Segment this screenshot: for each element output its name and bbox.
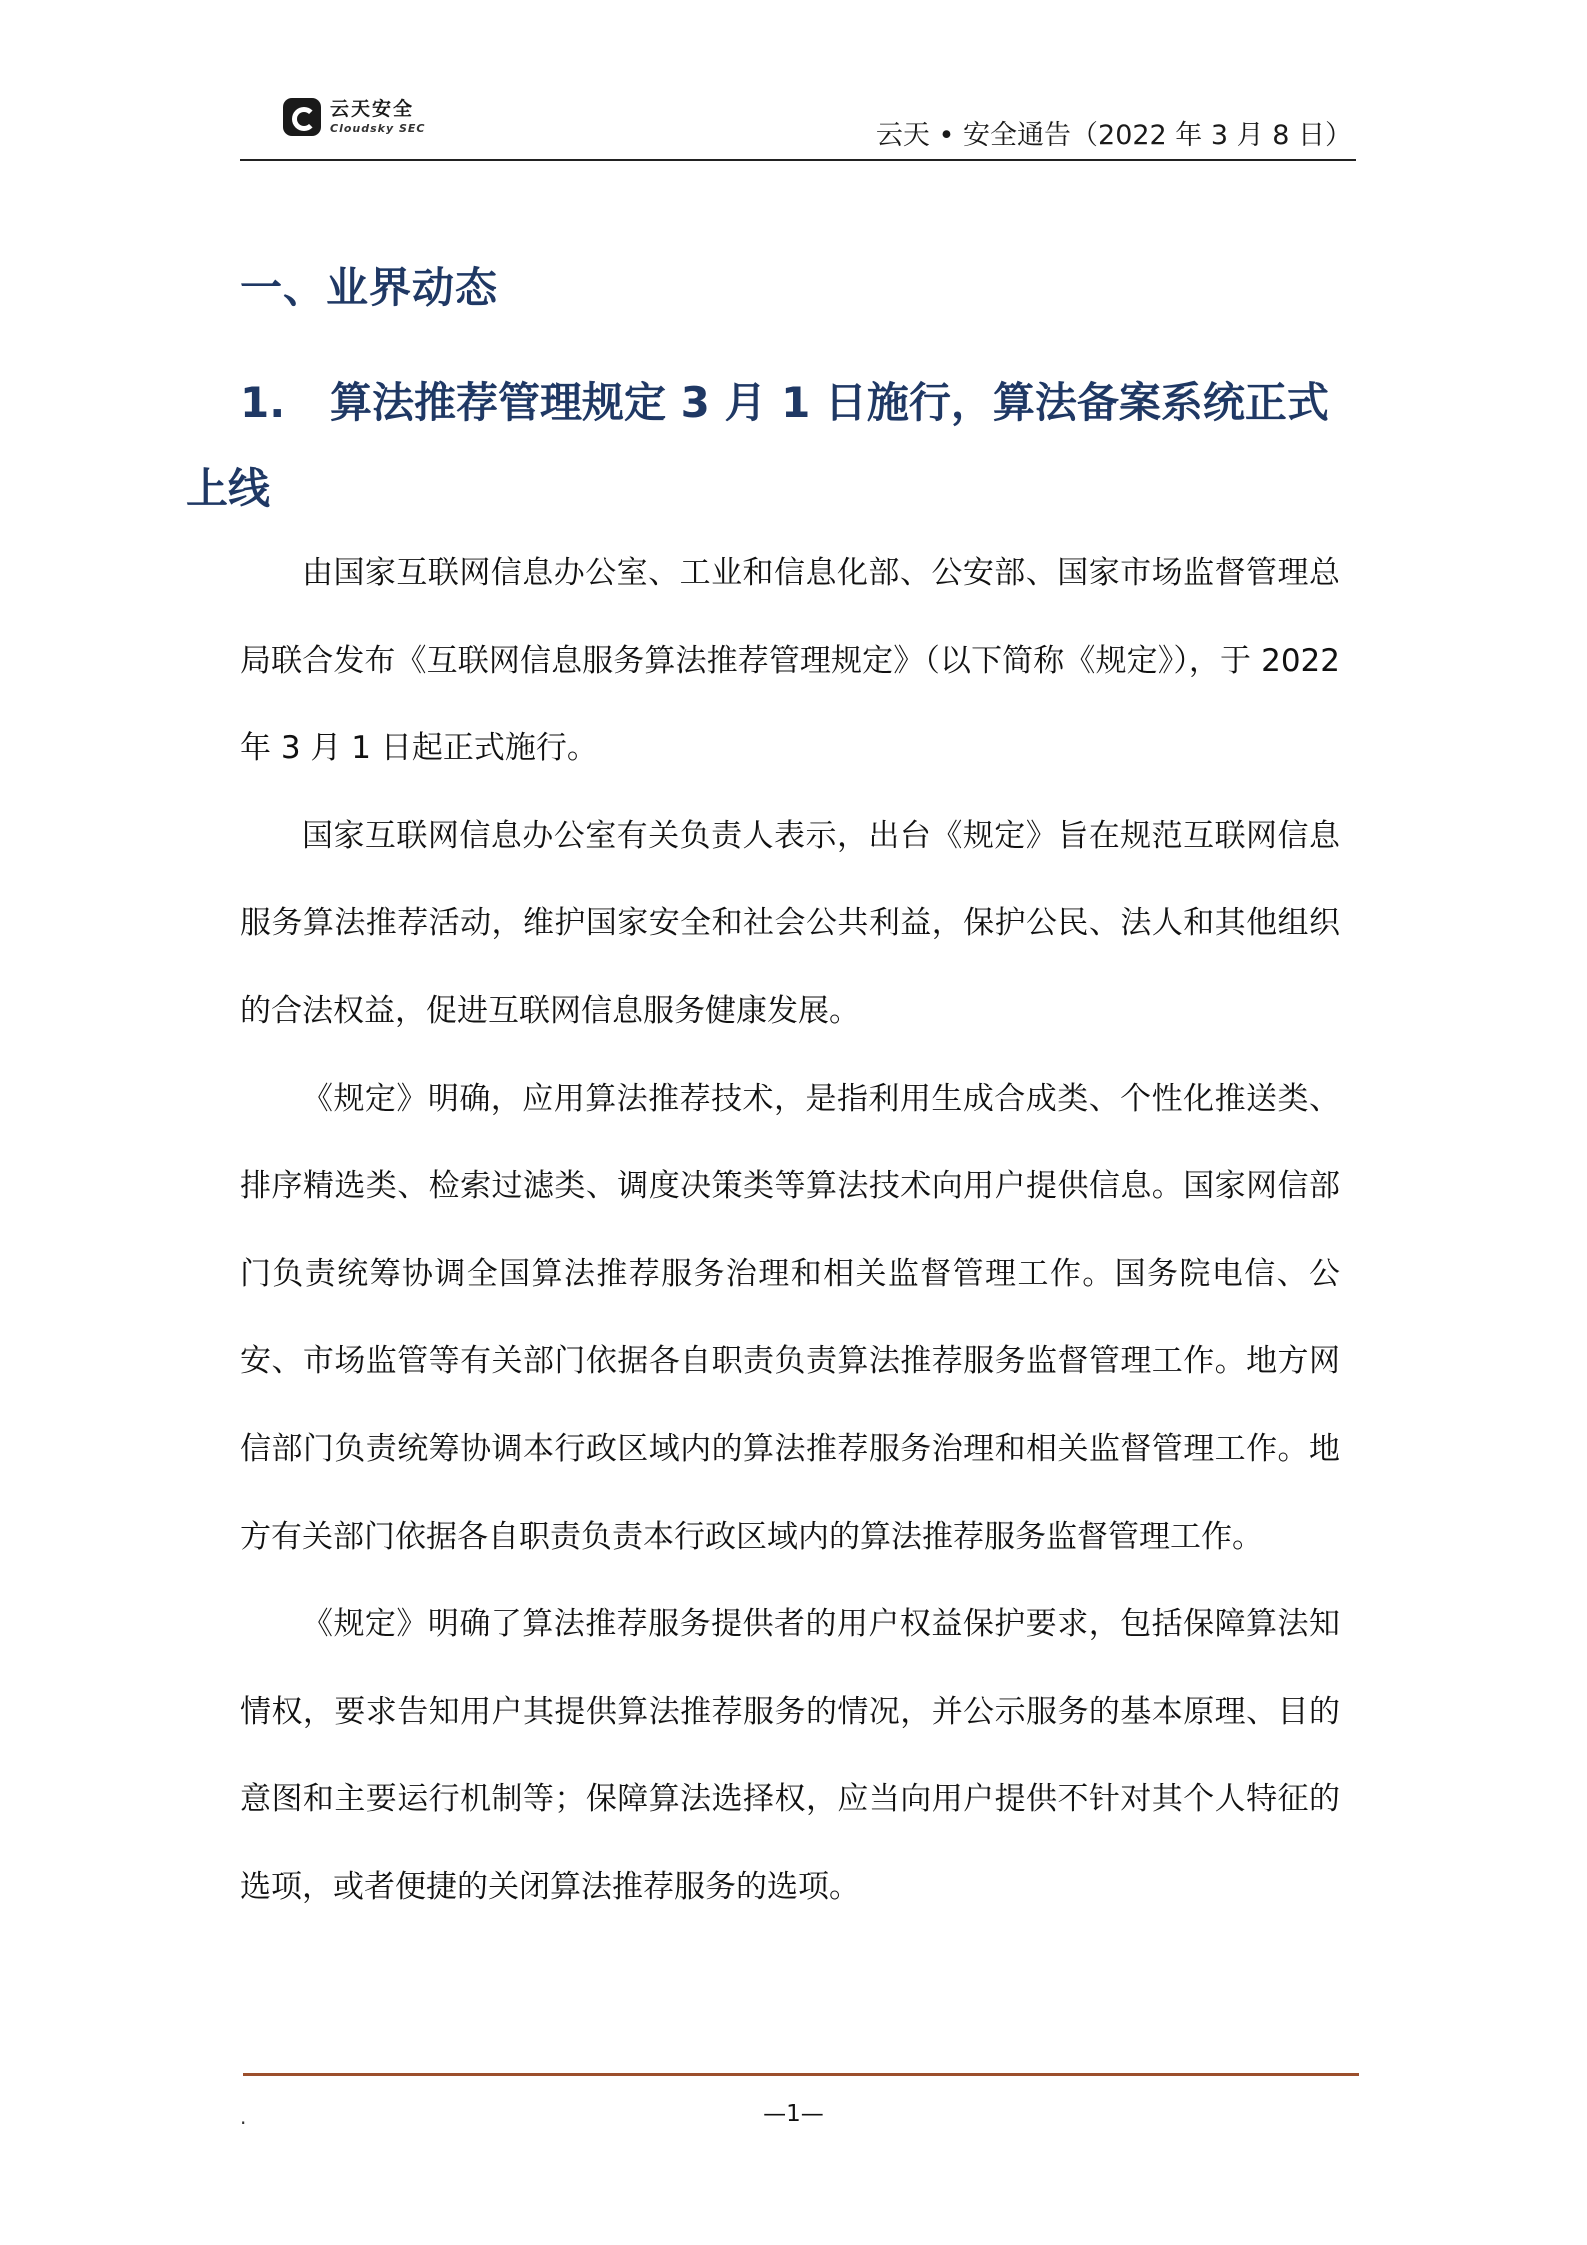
header-title: 云天 • 安全通告（2022 年 3 月 8 日）: [875, 120, 1352, 151]
paragraph: 《规定》明确了算法推荐服务提供者的用户权益保护要求，包括保障算法知情权，要求告知用户其提供算法推荐服务的情况，并公示服务的基本原理、目的意图和主要运行机制等；保障算法选择权，应当向用户提供不针对其个人特征的选项，或者便捷的关闭算法推荐服务的选项。: [240, 1606, 1340, 1905]
article-body: [240, 530, 1340, 1932]
item-heading: [186, 360, 1346, 532]
section-heading: 一、业界动态: [240, 263, 499, 312]
footer-mark: .: [240, 2105, 247, 2129]
company-logo: [283, 98, 425, 136]
item-title: 算法推荐管理规定 3 月 1 日施行，算法备案系统正式上线: [186, 378, 1329, 513]
page-number: —1—: [763, 2101, 824, 2127]
paragraph: 国家互联网信息办公室有关负责人表示，出台《规定》旨在规范互联网信息服务算法推荐活动，维护国家安全和社会公共利益，保护公民、法人和其他组织的合法权益，促进互联网信息服务健康发展。: [240, 817, 1340, 1029]
logo-text-cn: 云天安全: [330, 98, 415, 120]
footer-divider: [243, 2073, 1359, 2076]
logo-text-en: Cloudsky SEC: [330, 122, 426, 135]
paragraph: 由国家互联网信息办公室、工业和信息化部、公安部、国家市场监督管理总局联合发布《互联网信息服务算法推荐管理规定》（以下简称《规定》），于 2022 年 3 月 1 日起正式施行。: [240, 555, 1340, 767]
item-number: 1.: [240, 378, 286, 427]
header-divider: [240, 159, 1356, 161]
logo-icon: [283, 98, 321, 136]
paragraph: 《规定》明确，应用算法推荐技术，是指利用生成合成类、个性化推送类、排序精选类、检索过滤类、调度决策类等算法技术向用户提供信息。国家网信部门负责统筹协调全国算法推荐服务治理和相关监督管理工作。国务院电信、公安、市场监管等有关部门依据各自职责负责算法推荐服务监督管理工作。地方网信部门负责统筹协调本行政区域内的算法推荐服务治理和相关监督管理工作。地方有关部门依据各自职责负责本行政区域内的算法推荐服务监督管理工作。: [240, 1080, 1340, 1555]
